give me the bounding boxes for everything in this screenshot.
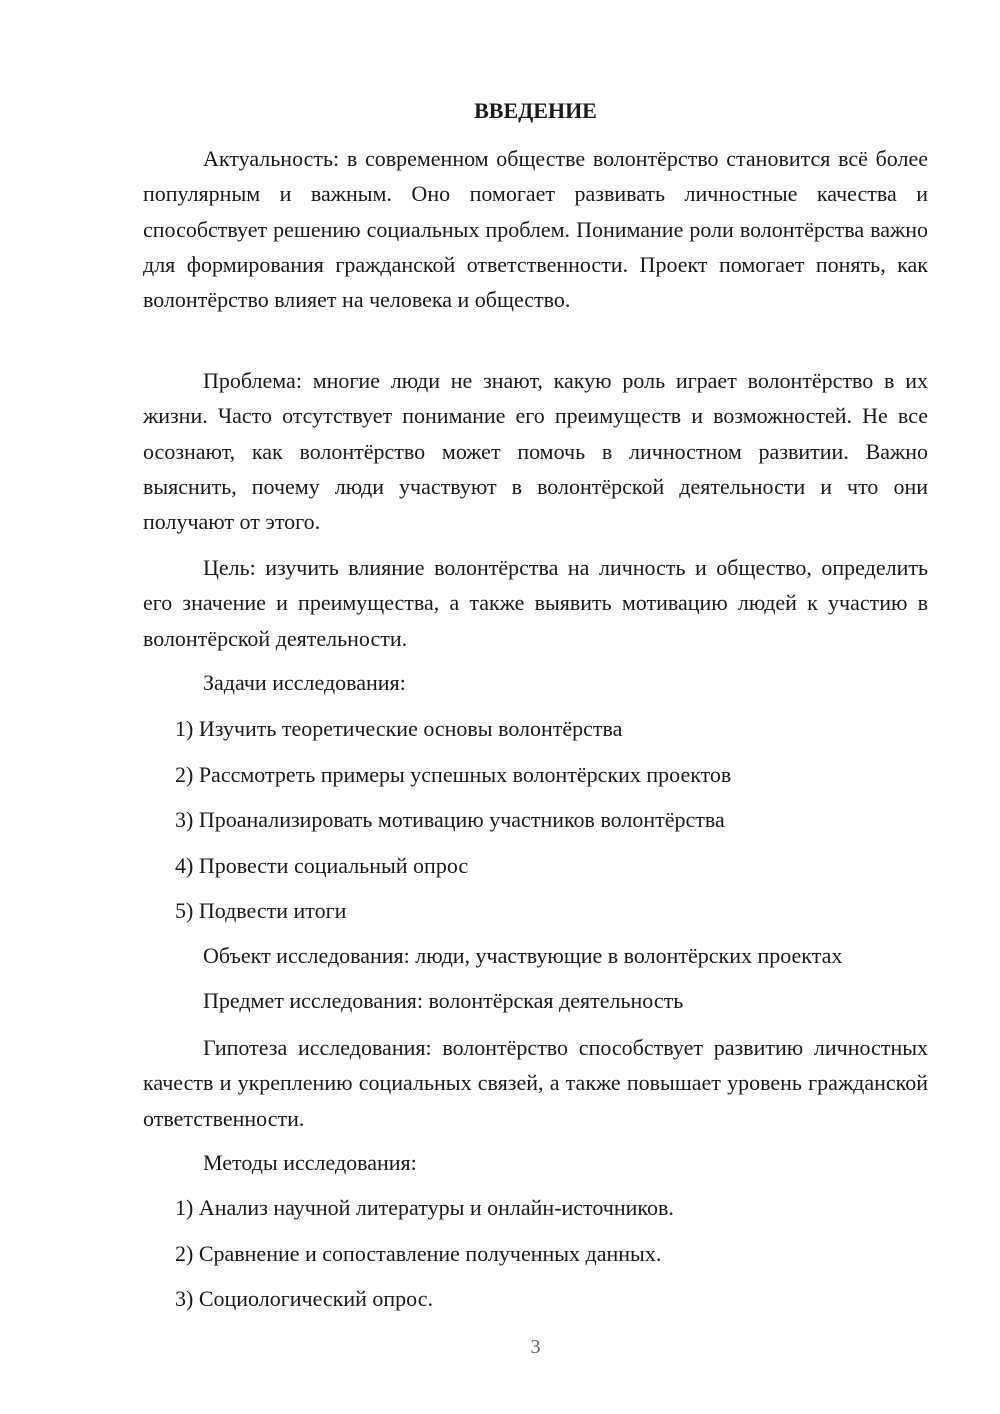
task-item: 2) Рассмотреть примеры успешных волонтёрских проектов [175, 762, 732, 787]
tasks-heading: Задачи исследования: [203, 670, 406, 695]
hypothesis-paragraph: Гипотеза исследования: волонтёрство способствует развитию личностных качеств и укреплению социальных связей, а также повышает уровень гражданской ответственности. [143, 1035, 928, 1131]
goal-paragraph: Цель: изучить влияние волонтёрства на личность и общество, определить его значение и преимущества, а также выявить мотивацию людей к участию в волонтёрской деятельности. [143, 555, 928, 651]
task-item: 4) Провести социальный опрос [175, 853, 469, 878]
problem-paragraph: Проблема: многие люди не знают, какую роль играет волонтёрство в их жизни. Часто отсутствует понимание его преимуществ и возможностей. Не все осознают, как волонтёрство может помочь в личностном развитии. Важно выяснить, почему люди участвуют в волонтёрской деятельности и что они получают от этого. [143, 368, 928, 535]
task-item: 1) Изучить теоретические основы волонтёрства [175, 716, 623, 741]
method-item: 3) Социологический опрос. [175, 1286, 433, 1311]
relevance-paragraph: Актуальность: в современном обществе волонтёрство становится всё более популярным и важным. Оно помогает развивать личностные качества и способствует решению социальных проблем. Понимание роли волонтёрства важно для формирования гражданской ответственности. Проект помогает понять, как волонтёрство влияет на человека и общество. [143, 146, 928, 313]
method-item: 2) Сравнение и сопоставление полученных данных. [175, 1241, 662, 1266]
page-title: ВВЕДЕНИЕ [474, 98, 597, 123]
method-item: 1) Анализ научной литературы и онлайн-источников. [175, 1195, 674, 1220]
task-item: 3) Проанализировать мотивацию участников волонтёрства [175, 807, 725, 832]
page-number: 3 [530, 1336, 541, 1358]
task-item: 5) Подвести итоги [175, 898, 347, 923]
research-object: Объект исследования: люди, участвующие в волонтёрских проектах [203, 943, 843, 968]
research-subject: Предмет исследования: волонтёрская деятельность [203, 988, 684, 1013]
methods-heading: Методы исследования: [203, 1150, 417, 1175]
